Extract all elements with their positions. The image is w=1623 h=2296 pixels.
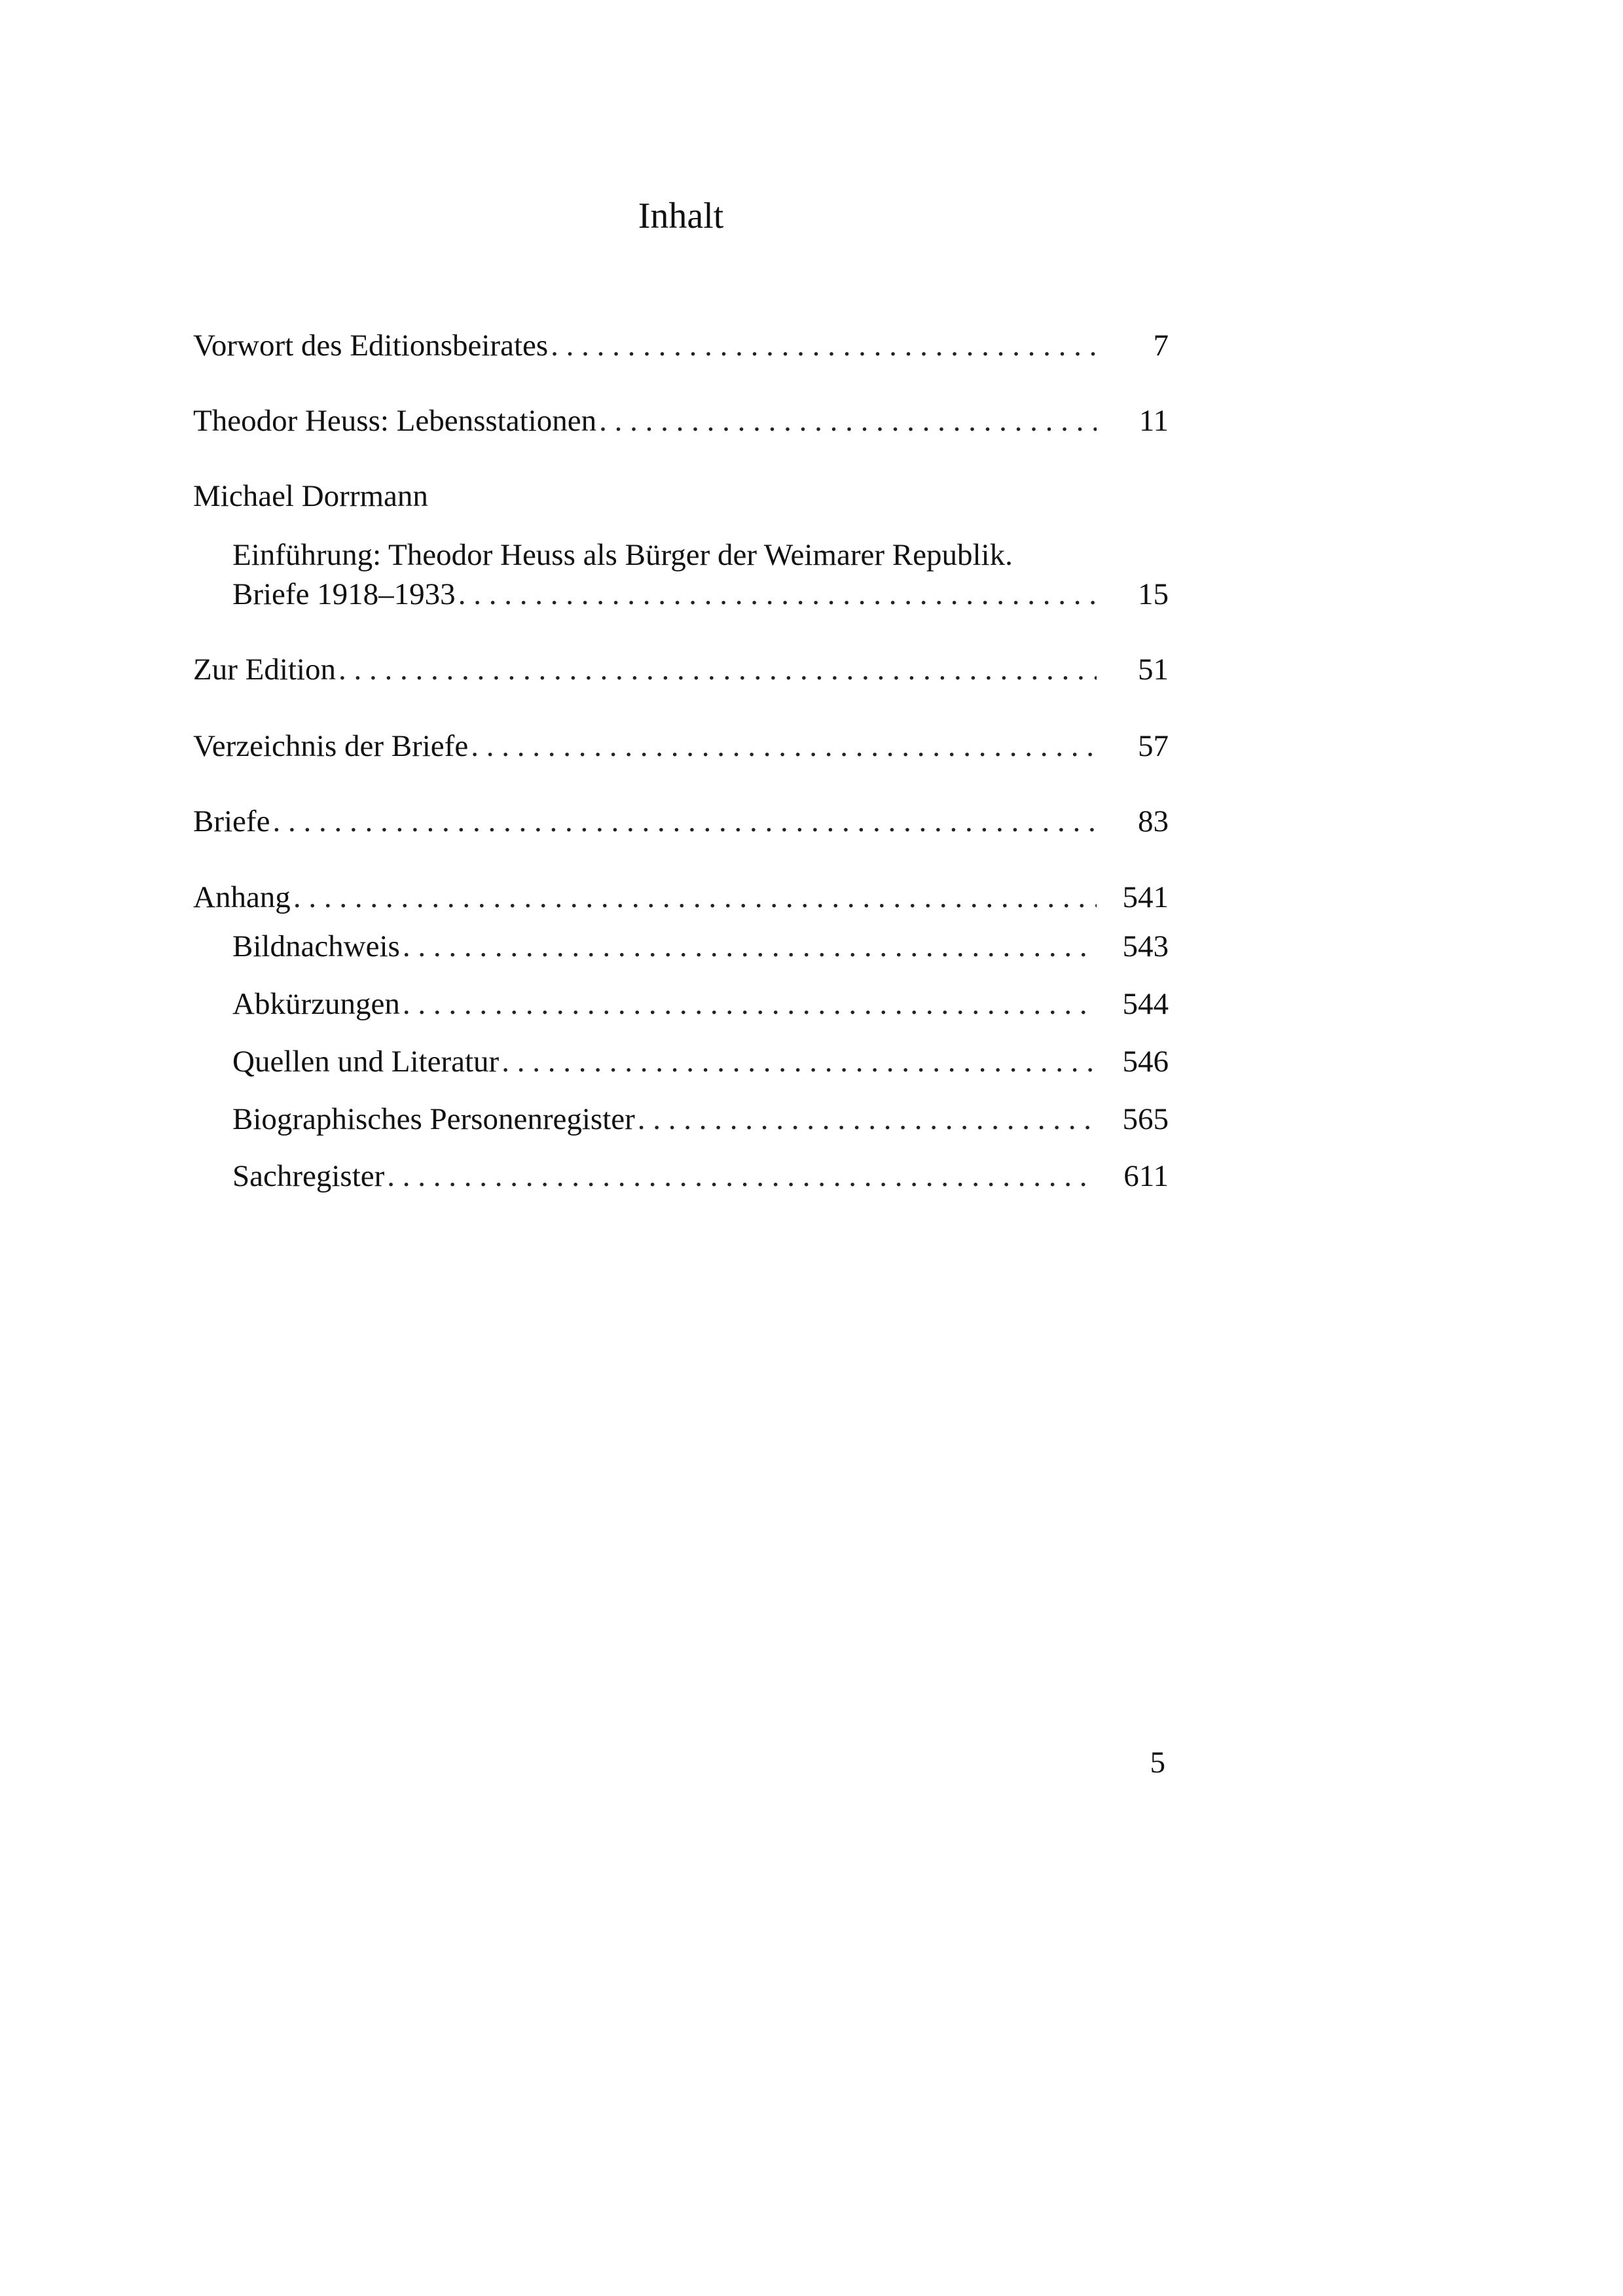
toc-entry-text: Briefe 1918–1933 bbox=[232, 577, 456, 611]
toc-entry-vorwort[interactable] bbox=[193, 324, 1169, 367]
toc-page-number: 83 bbox=[1138, 804, 1169, 838]
toc-page-number: 541 bbox=[1122, 880, 1169, 914]
toc-entry-briefe[interactable] bbox=[193, 800, 1169, 843]
toc-page-number: 57 bbox=[1138, 729, 1169, 763]
toc-entry-text: Abkürzungen bbox=[232, 987, 400, 1021]
toc-entry-text: Biographisches Personenregister bbox=[232, 1102, 635, 1136]
toc-entry-text: Briefe bbox=[193, 804, 270, 838]
toc-entry-anhang[interactable] bbox=[193, 876, 1169, 919]
toc-leader-dots bbox=[387, 1155, 1097, 1198]
toc-page-number: 611 bbox=[1123, 1159, 1169, 1193]
toc-page-number: 565 bbox=[1122, 1102, 1169, 1136]
toc-entry-abkuerzungen[interactable] bbox=[232, 982, 1169, 1026]
toc-entry-personenregister[interactable] bbox=[232, 1098, 1169, 1141]
toc-entry-text: Zur Edition bbox=[193, 653, 336, 687]
toc-entry-verzeichnis[interactable] bbox=[193, 725, 1169, 768]
toc-entry-text: Sachregister bbox=[232, 1159, 385, 1193]
toc-page-number: 7 bbox=[1153, 329, 1169, 363]
toc-page-number: 51 bbox=[1138, 653, 1169, 687]
toc-author-heading bbox=[193, 475, 1169, 518]
toc-entry-text: Vorwort des Editionsbeirates bbox=[193, 329, 549, 363]
toc-entry-zur-edition[interactable] bbox=[193, 648, 1169, 691]
toc-page-number: 15 bbox=[1138, 577, 1169, 611]
toc-entry-einfuehrung-line2[interactable] bbox=[232, 573, 1169, 616]
page-title: Inhalt bbox=[638, 196, 724, 236]
toc-entry-text: Bildnachweis bbox=[232, 929, 400, 963]
toc-leader-dots bbox=[458, 573, 1097, 616]
toc-entry-text: Verzeichnis der Briefe bbox=[193, 729, 469, 763]
toc-page-number: 546 bbox=[1122, 1045, 1169, 1079]
toc-leader-dots bbox=[338, 648, 1097, 691]
toc-entry-lebensstationen[interactable] bbox=[193, 399, 1169, 442]
page-number: 5 bbox=[1150, 1746, 1165, 1780]
toc-leader-dots bbox=[471, 725, 1097, 768]
toc-leader-dots bbox=[272, 800, 1097, 843]
toc-entry-text: Anhang bbox=[193, 880, 291, 914]
toc-leader-dots bbox=[403, 982, 1097, 1026]
toc-leader-dots bbox=[403, 925, 1097, 968]
toc-entry-bildnachweis[interactable] bbox=[232, 925, 1169, 968]
toc-page-number: 543 bbox=[1122, 929, 1169, 963]
toc-entry-text: Einführung: Theodor Heuss als Bürger der Weimarer Republik. bbox=[232, 538, 1013, 572]
toc-leader-dots bbox=[551, 324, 1097, 367]
toc-leader-dots bbox=[293, 876, 1097, 919]
toc-page-number: 11 bbox=[1139, 404, 1169, 438]
toc-entry-text: Theodor Heuss: Lebensstationen bbox=[193, 404, 597, 438]
toc-page-number: 544 bbox=[1122, 987, 1169, 1021]
toc-leader-dots bbox=[599, 399, 1097, 442]
toc-entry-sachregister[interactable] bbox=[232, 1155, 1169, 1198]
toc-entry-quellen[interactable] bbox=[232, 1040, 1169, 1083]
toc-entry-einfuehrung-line1[interactable] bbox=[232, 533, 1169, 577]
toc-entry-text: Quellen und Literatur bbox=[232, 1045, 500, 1079]
toc-leader-dots bbox=[638, 1098, 1097, 1141]
toc-author-name: Michael Dorrmann bbox=[193, 479, 428, 513]
toc-leader-dots bbox=[501, 1040, 1097, 1083]
